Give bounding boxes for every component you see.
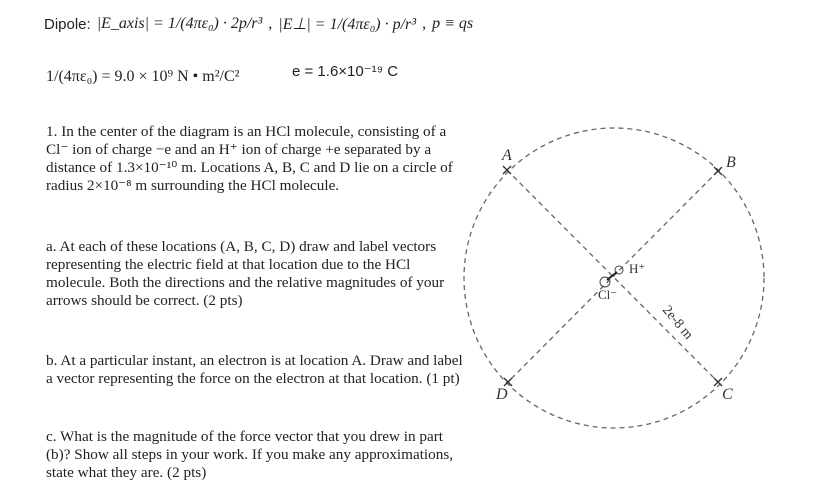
question-1b-text: b. At a particular instant, an electron is at location A. Draw and label a vector representing the force on the electron at that location. (1 pt) — [46, 352, 463, 387]
question-1c-text: c. What is the magnitude of the force vector that you drew in part (b)? Show all steps in your work. If you make any approximations, state what they are. (2 pts) — [46, 428, 454, 481]
question-1a-text: a. At each of these locations (A, B, C, D) draw and label vectors representing the electric field at that location due to the HCl molecule. Both the directions and the relative magnitudes of your arrows should be correct. (2 pts) — [46, 238, 445, 309]
question-1-text: 1. In the center of the diagram is an HCl molecule, consisting of a Cl⁻ ion of charge −e and an H⁺ ion of charge +e separated by a distance of 1.3×10⁻¹⁰ m. Locations A, B, C and D lie on a circle of radius 2×10⁻⁸ m surrounding the HCl molecule. — [46, 123, 453, 194]
k-constant: 1/(4πε₀) = 9.0 × 10⁹ N • m²/C² — [46, 68, 240, 85]
label-c: C — [722, 386, 733, 403]
dipole-label: Dipole: — [44, 15, 91, 33]
point-b-marker — [714, 167, 722, 175]
p-def-formula: p ≡ qs — [432, 15, 474, 32]
e-perp-formula: |E⊥| = 1/(4πε₀) · p/r³ — [278, 16, 417, 33]
e-axis-formula: |E_axis| = 1/(4πε₀) · 2p/r³ — [96, 15, 263, 32]
dipole-formula: Dipole: |E_axis| = 1/(4πε₀) · 2p/r³ , |E⊥| = 1/(4πε₀) · p/r³ , p ≡ qs — [44, 15, 474, 33]
electron-charge: e = 1.6×10⁻¹⁹ C — [292, 63, 399, 80]
cl-label: Cl⁻ — [598, 287, 618, 302]
point-c-marker — [714, 378, 722, 386]
label-d: D — [496, 386, 508, 403]
label-a: A — [502, 147, 512, 164]
h-label: H⁺ — [629, 261, 646, 276]
label-b: B — [726, 154, 736, 171]
radius-label: 2e-8 m — [658, 302, 696, 343]
